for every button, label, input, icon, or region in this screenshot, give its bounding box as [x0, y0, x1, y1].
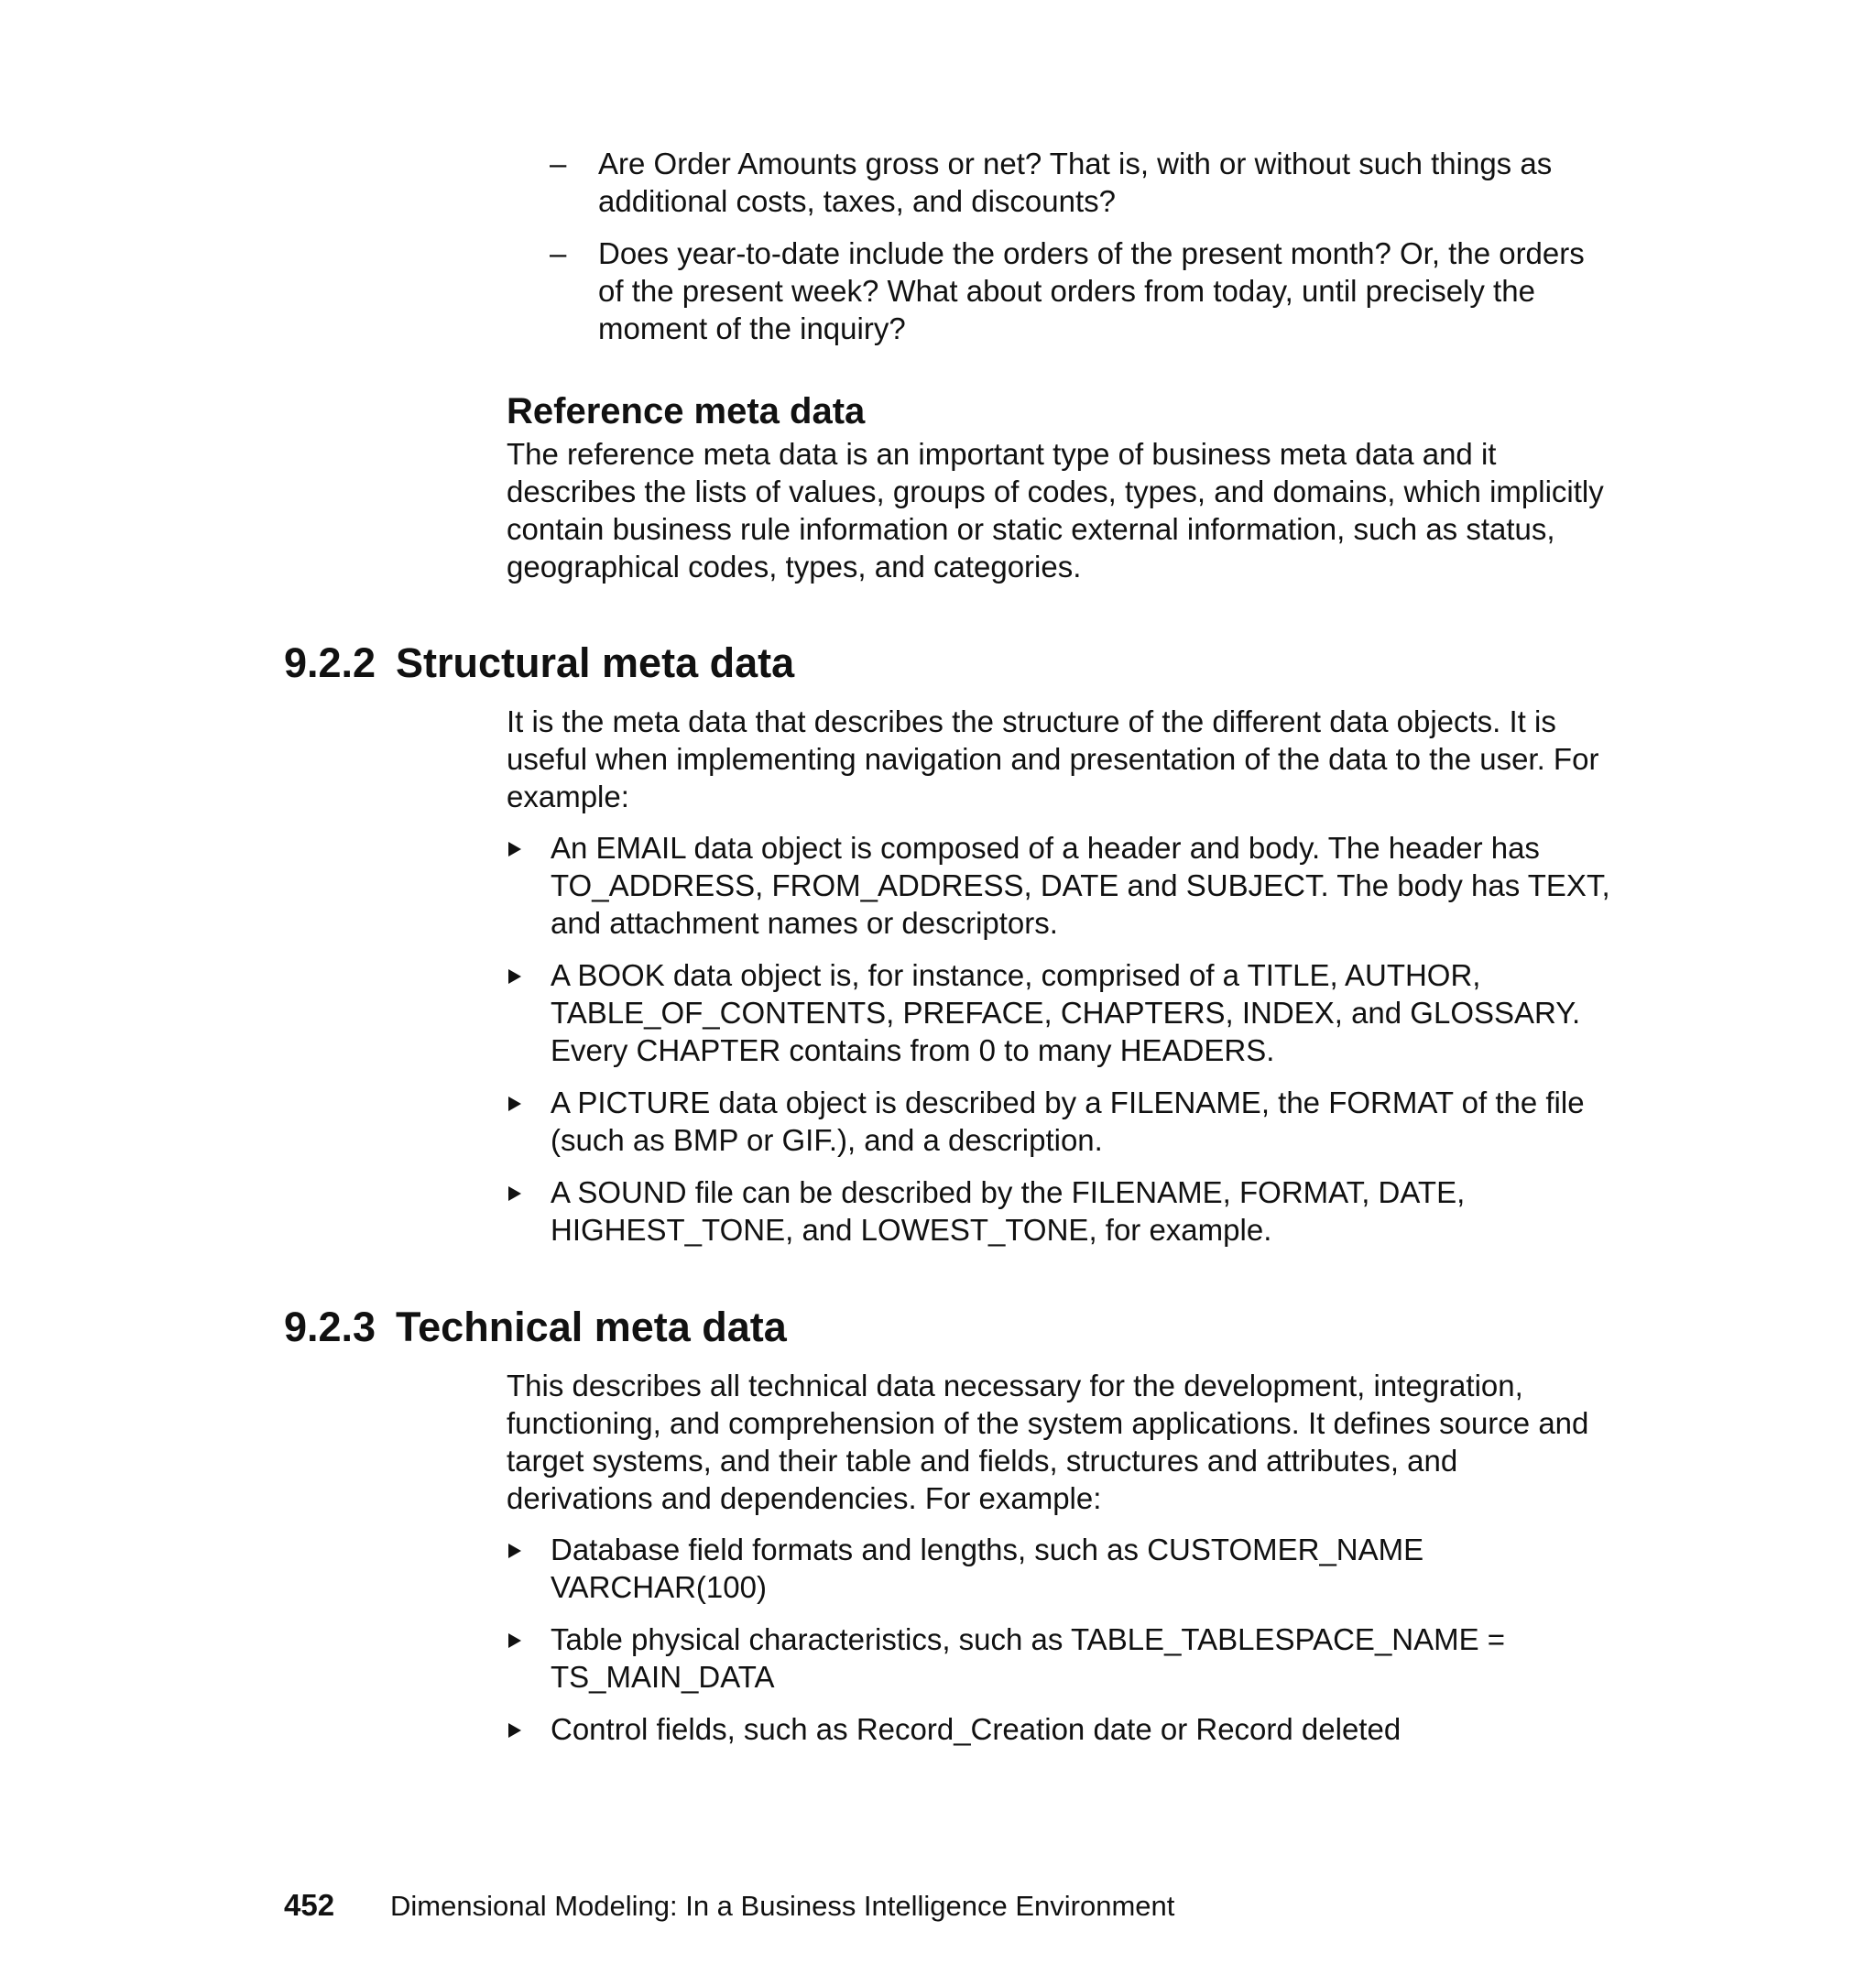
structural-bullet-list: [507, 829, 1615, 1263]
list-item: [507, 1620, 1615, 1696]
list-item-text: Database field formats and lengths, such as CUSTOMER_NAME VARCHAR(100): [551, 1533, 1424, 1604]
list-item: [507, 1710, 1615, 1748]
dash-list: [550, 145, 1612, 362]
dash-marker: –: [550, 236, 567, 270]
triangle-bullet-icon: [508, 842, 521, 857]
triangle-bullet-icon: [508, 1097, 521, 1111]
list-item: [507, 829, 1615, 942]
triangle-bullet-icon: [508, 1723, 521, 1738]
dash-item-text: Are Order Amounts gross or net? That is, with or without such things as additional costs, taxes, and discounts?: [598, 147, 1553, 218]
dash-marker: –: [550, 147, 567, 180]
section-title: Technical meta data: [396, 1304, 787, 1350]
dash-list-item: [550, 145, 1612, 220]
list-item: [507, 1531, 1615, 1606]
list-item-text: Control fields, such as Record_Creation date or Record deleted: [551, 1712, 1402, 1746]
triangle-bullet-icon: [508, 1186, 521, 1201]
triangle-bullet-icon: [508, 1544, 521, 1558]
section-heading-structural: [284, 638, 794, 688]
list-item: [507, 1084, 1615, 1159]
section-number: 9.2.2: [284, 639, 376, 686]
reference-meta-data-paragraph: The reference meta data is an important type of business meta data and it describes the lists of values, groups of codes, types, and domains, which implicitly contain business rule information or static external information, such as status, geographical codes, types, and categories.: [507, 437, 1604, 584]
section-title: Structural meta data: [396, 639, 795, 686]
list-item-text: A PICTURE data object is described by a FILENAME, the FORMAT of the file (such as BMP or GIF.), and a description.: [551, 1086, 1585, 1157]
triangle-bullet-icon: [508, 969, 521, 984]
section-heading-technical: [284, 1303, 787, 1352]
list-item-text: Table physical characteristics, such as TABLE_TABLESPACE_NAME = TS_MAIN_DATA: [551, 1622, 1506, 1694]
page-number: 452: [284, 1888, 335, 1922]
list-item-text: A SOUND file can be described by the FILENAME, FORMAT, DATE, HIGHEST_TONE, and LOWEST_TONE, for example.: [551, 1175, 1466, 1247]
dash-item-text: Does year-to-date include the orders of the present month? Or, the orders of the present week? What about orders from today, until precisely the moment of the inquiry?: [598, 236, 1585, 345]
list-item-text: A BOOK data object is, for instance, comprised of a TITLE, AUTHOR, TABLE_OF_CONTENTS, PREFACE, CHAPTERS, INDEX, and GLOSSARY. Every CHAPTER contains from 0 to many HEADERS.: [551, 958, 1581, 1067]
structural-intro-paragraph: It is the meta data that describes the structure of the different data objects. It is useful when implementing navigation and presentation of the data to the user. For example:: [507, 704, 1599, 813]
list-item-text: An EMAIL data object is composed of a header and body. The header has TO_ADDRESS, FROM_ADDRESS, DATE and SUBJECT. The body has TEXT, and attachment names or descriptors.: [551, 831, 1610, 940]
list-item: [507, 1173, 1615, 1249]
reference-meta-data-heading: Reference meta data: [507, 391, 866, 431]
page-footer: [284, 1887, 1174, 1925]
technical-intro-paragraph: This describes all technical data necessary for the development, integration, functioning, and comprehension of the system applications. It defines source and target systems, and their table and fields, structures and attributes, and derivations and dependencies. For example:: [507, 1369, 1589, 1515]
book-title: Dimensional Modeling: In a Business Intelligence Environment: [390, 1890, 1175, 1922]
section-number: 9.2.3: [284, 1304, 376, 1350]
dash-list-item: [550, 235, 1612, 347]
technical-bullet-list: [507, 1531, 1615, 1762]
list-item: [507, 956, 1615, 1069]
triangle-bullet-icon: [508, 1633, 521, 1648]
